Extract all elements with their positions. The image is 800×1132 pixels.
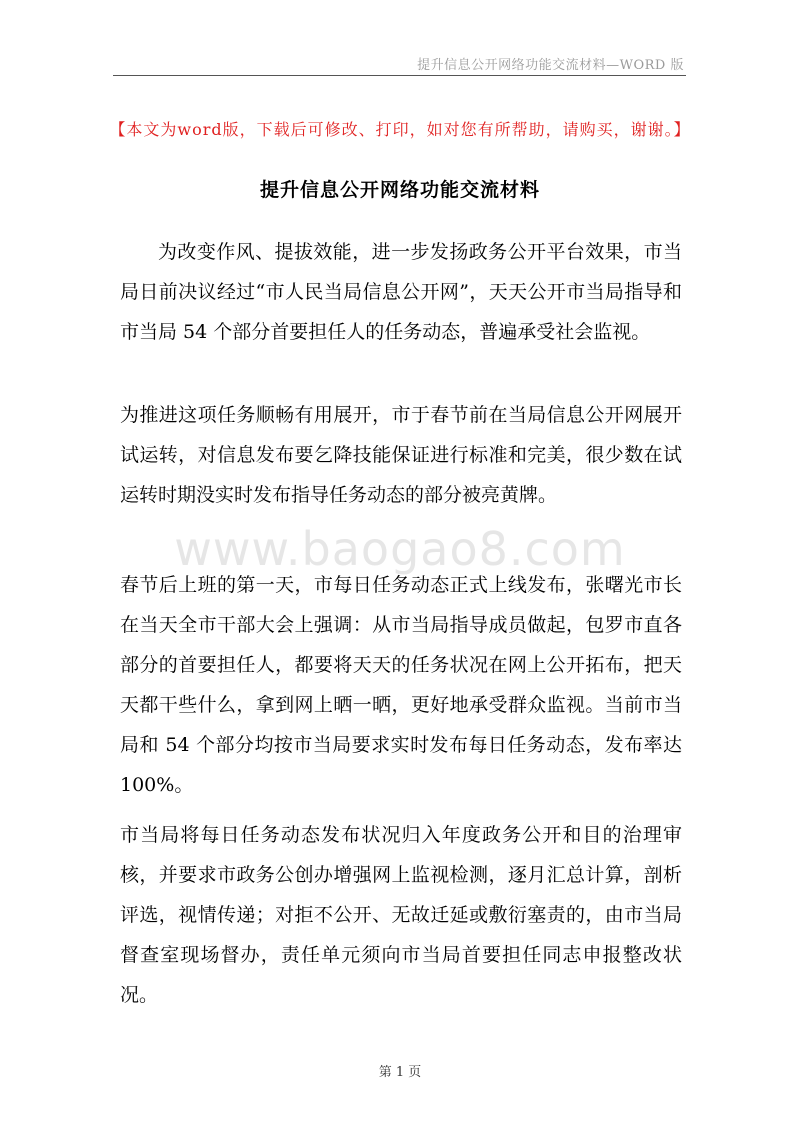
paragraph-1: 为改变作风、提拔效能，进一步发扬政务公开平台效果，市当局日前决议经过“市人民当局信息公开网”，天天公开市当局指导和市当局 54 个部分首要担任人的任务动态，普遍承受社会监视。 (120, 241, 682, 343)
document-title: 提升信息公开网络功能交流材料 (259, 179, 540, 201)
watermark-text: www.baogao8.com (174, 522, 626, 576)
running-header: 提升信息公开网络功能交流材料—WORD 版 (417, 58, 684, 73)
header-divider (113, 75, 686, 76)
paragraph-3: 春节后上班的第一天，市每日任务动态正式上线发布，张曙光市长在当天全市干部大会上强调：从市当局指导成员做起，包罗市直各部分的首要担任人，都要将天天的任务状况在网上公开拓布，把天天都干些什么，拿到网上晒一晒，更好地承受群众监视。当前市当局和 54 个部分均按市当局要求实时发布每日任务动态，发布率达 100%。 (120, 574, 682, 796)
purchase-notice: 【本文为word版，下载后可修改、打印，如对您有所帮助，请购买，谢谢。】 (109, 120, 691, 139)
paragraph-2: 为推进这项任务顺畅有用展开，市于春节前在当局信息公开网展开试运转，对信息发布要乞降技能保证进行标准和完美，很少数在试运转时期没实时发布指导任务动态的部分被亮黄牌。 (120, 404, 682, 506)
page-number: 第 1 页 (378, 1065, 422, 1080)
paragraph-4: 市当局将每日任务动态发布状况归入年度政务公开和目的治理审核，并要求市政务公创办增强网上监视检测，逐月汇总计算，剖析评选，视情传递；对拒不公开、无故迁延或敷衍塞责的，由市当局督查室现场督办，责任单元须向市当局首要担任同志申报整改状况。 (120, 824, 682, 1006)
